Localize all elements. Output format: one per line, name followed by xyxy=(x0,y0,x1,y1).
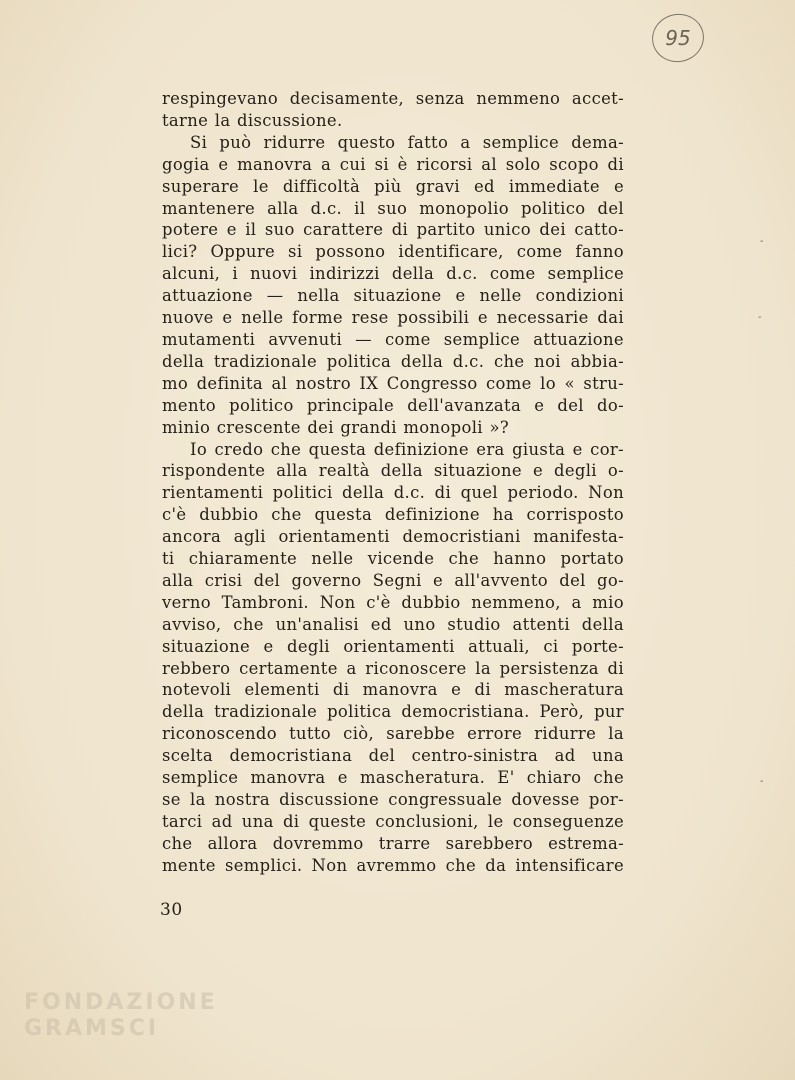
text-line: nuove e nelle forme rese possibili e necessarie dai xyxy=(162,308,624,328)
text-line: mutamenti avvenuti — come semplice attuazione xyxy=(162,329,624,349)
text-line: Si può ridurre questo fatto a semplice dema- xyxy=(190,132,624,152)
text-line: rientamenti politici della d.c. di quel periodo. Non xyxy=(162,483,624,503)
text-line: se la nostra discussione congressuale dovesse por- xyxy=(162,790,624,809)
text-line: alla crisi del governo Segni e all'avvento del go- xyxy=(162,570,624,590)
margin-mark: - xyxy=(760,236,764,247)
handwritten-page-number: 95 xyxy=(652,14,704,62)
text-line: mo definita al nostro IX Congresso come lo « stru- xyxy=(162,373,624,393)
text-line: mento politico principale dell'avanzata e del do- xyxy=(162,395,624,415)
text-line: della tradizionale politica della d.c. che noi abbia- xyxy=(162,351,624,371)
watermark-line: FONDAZIONE xyxy=(24,990,218,1015)
text-line: Io credo che questa definizione era giusta e cor- xyxy=(190,439,624,459)
text-line: rebbero certamente a riconoscere la persistenza di xyxy=(162,658,624,678)
text-line: avviso, che un'analisi ed uno studio attenti della xyxy=(162,614,624,634)
text-line: situazione e degli orientamenti attuali, ci porte- xyxy=(162,636,624,656)
text-line: minio crescente dei grandi monopoli »? xyxy=(162,417,509,437)
text-line: rispondente alla realtà della situazione e degli o- xyxy=(162,461,624,481)
text-line: mantenere alla d.c. il suo monopolio politico del xyxy=(162,198,624,218)
text-line: lici? Oppure si possono identificare, come fanno xyxy=(162,242,624,262)
text-line: ancora agli orientamenti democristiani manifesta- xyxy=(162,527,624,547)
page-number: 30 xyxy=(160,900,183,920)
text-line: verno Tambroni. Non c'è dubbio nemmeno, a mio xyxy=(162,592,624,612)
text-line: notevoli elementi di manovra e di mascheratura xyxy=(162,680,624,700)
paragraph-1 xyxy=(162,88,624,132)
text-line: respingevano decisamente, senza nemmeno accet- xyxy=(162,89,624,108)
text-line: riconoscendo tutto ciò, sarebbe errore ridurre la xyxy=(162,724,624,744)
text-line: superare le difficoltà più gravi ed immediate e xyxy=(162,176,624,196)
archive-watermark xyxy=(24,990,218,1042)
margin-mark: - xyxy=(758,312,762,323)
watermark-line: GRAMSCI xyxy=(24,1016,160,1041)
paragraph-3 xyxy=(162,439,624,877)
text-line: attuazione — nella situazione e nelle condizioni xyxy=(162,286,624,306)
paragraph-2 xyxy=(162,132,624,439)
text-line: alcuni, i nuovi indirizzi della d.c. come semplice xyxy=(162,264,624,284)
text-line: ti chiaramente nelle vicende che hanno portato xyxy=(162,549,624,569)
text-line: potere e il suo carattere di partito unico dei catto- xyxy=(162,220,624,240)
text-line: scelta democristiana del centro-sinistra ad una xyxy=(162,746,624,766)
text-line: semplice manovra e mascheratura. E' chiaro che xyxy=(162,768,624,788)
text-line: tarne la discussione. xyxy=(162,110,343,130)
text-line: che allora dovremmo trarre sarebbero estrema- xyxy=(162,833,624,853)
text-line: mente semplici. Non avremmo che da intensificare xyxy=(162,855,624,875)
body-text xyxy=(162,88,624,877)
text-line: della tradizionale politica democristiana. Però, pur xyxy=(162,702,624,722)
text-line: c'è dubbio che questa definizione ha corrisposto xyxy=(162,505,624,525)
text-line: gogia e manovra a cui si è ricorsi al solo scopo di xyxy=(162,154,624,174)
margin-mark: - xyxy=(760,776,764,787)
text-line: tarci ad una di queste conclusioni, le conseguenze xyxy=(162,811,624,831)
